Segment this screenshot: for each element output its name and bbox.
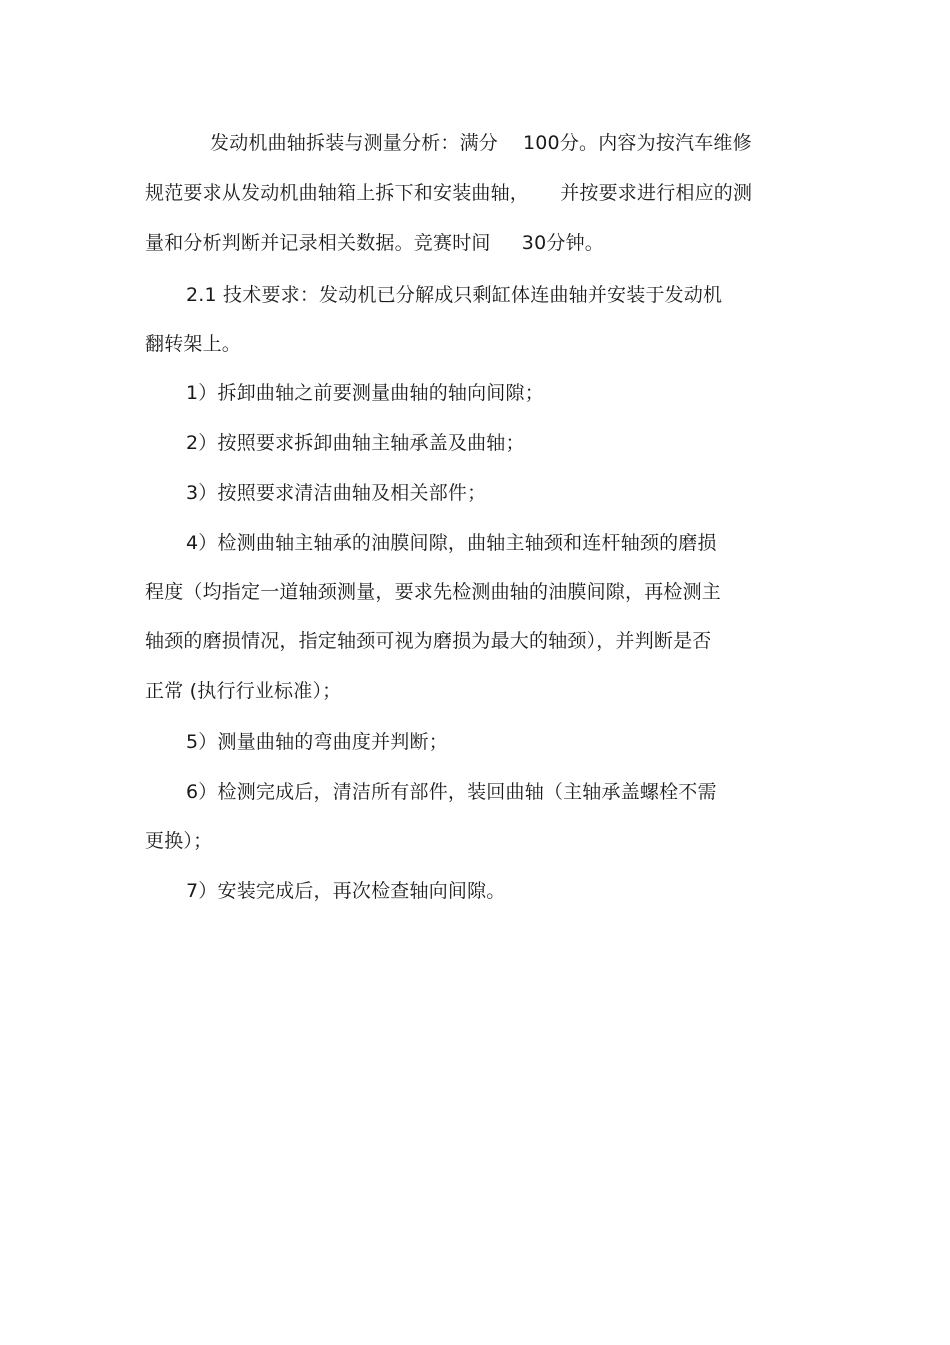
list-item-4-line-1: 4）检测曲轴主轴承的油膜间隙，曲轴主轴颈和连杆轴颈的磨损 bbox=[186, 532, 717, 554]
tech-requirements-line-2: 翻转架上。 bbox=[145, 333, 242, 355]
list-item-6-line-1: 6）检测完成后，清洁所有部件，装回曲轴（主轴承盖螺栓不需 bbox=[186, 781, 717, 803]
intro-line-3: 量和分析判断并记录相关数据。竞赛时间 30分钟。 bbox=[145, 232, 604, 254]
intro-line-2: 规范要求从发动机曲轴箱上拆下和安装曲轴， 并按要求进行相应的测 bbox=[145, 182, 753, 204]
list-item-4-line-4: 正常 (执行行业标准）； bbox=[145, 680, 342, 702]
list-item-2: 2）按照要求拆卸曲轴主轴承盖及曲轴； bbox=[186, 432, 525, 454]
list-item-7: 7）安装完成后，再次检查轴向间隙。 bbox=[186, 880, 506, 902]
tech-requirements-line-1: 2.1 技术要求：发动机已分解成只剩缸体连曲轴并安装于发动机 bbox=[186, 284, 723, 306]
list-item-4-line-2: 程度（均指定一道轴颈测量，要求先检测曲轴的油膜间隙，再检测主 bbox=[145, 581, 722, 603]
list-item-3: 3）按照要求清洁曲轴及相关部件； bbox=[186, 482, 487, 504]
list-item-4-line-3: 轴颈的磨损情况，指定轴颈可视为磨损为最大的轴颈），并判断是否 bbox=[145, 630, 712, 652]
list-item-1: 1）拆卸曲轴之前要测量曲轴的轴向间隙； bbox=[186, 382, 544, 404]
list-item-6-line-2: 更换）； bbox=[145, 830, 213, 852]
intro-line-1: 发动机曲轴拆装与测量分析：满分 100分。内容为按汽车维修 bbox=[210, 132, 752, 154]
list-item-5: 5）测量曲轴的弯曲度并判断； bbox=[186, 731, 448, 753]
